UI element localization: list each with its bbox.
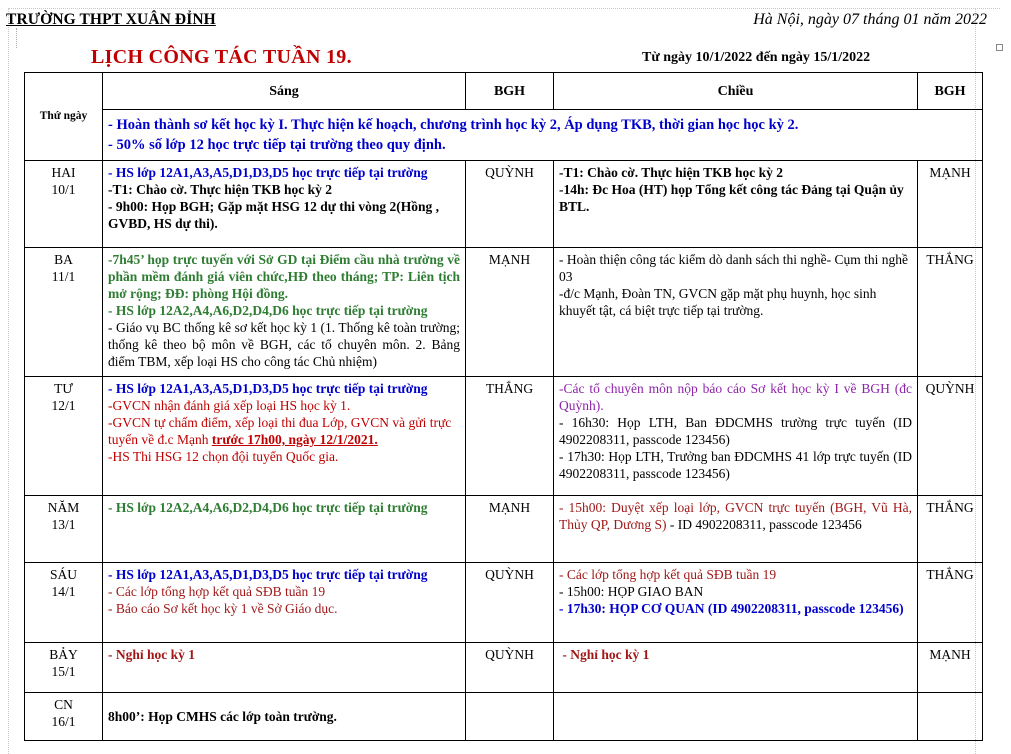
date-range: Từ ngày 10/1/2022 đến ngày 15/1/2022 [642, 50, 871, 65]
day-name: NĂM [47, 500, 80, 515]
afternoon-item: - Hoàn thiện công tác kiểm dò danh sách thi nghề- Cụm thi nghề 03 [559, 252, 909, 284]
deadline-highlight: trước 17h00, ngày 12/1/2021. [211, 432, 378, 447]
bgh-morning: QUỲNH [466, 643, 554, 693]
page-guide-left [8, 8, 9, 754]
afternoon-item: - 15h00: HỌP GIAO BAN [559, 584, 704, 599]
general-row [25, 110, 983, 161]
day-date: 14/1 [51, 584, 76, 599]
morning-cell [103, 248, 466, 377]
day-name: HAI [51, 165, 76, 180]
bgh-morning: MẠNH [466, 496, 554, 563]
afternoon-item-text: - 15h00: Duyệt xếp loại lớp, GVCN trực tuyến (BGH, Vũ Hà, Thủy QP, Dương S) [559, 500, 912, 532]
day-name: BẢY [49, 647, 78, 662]
day-row-friday [25, 563, 983, 643]
afternoon-item: -đ/c Mạnh, Đoàn TN, GVCN gặp mặt phụ huynh, học sinh khuyết tật, cá biệt trực tiếp tại trường. [559, 286, 877, 318]
day-date: 10/1 [51, 182, 76, 197]
general-notes [103, 110, 983, 161]
morning-cell [103, 377, 466, 496]
bgh-afternoon: MẠNH [918, 161, 983, 248]
bgh-afternoon: MẠNH [918, 643, 983, 693]
morning-item: - HS lớp 12A1,A3,A5,D1,D3,D5 học trực tiếp tại trường [108, 567, 428, 582]
morning-item: - HS lớp 12A1,A3,A5,D1,D3,D5 học trực tiếp tại trường [108, 381, 428, 396]
afternoon-column-header: Chiều [554, 73, 918, 110]
header-row [25, 73, 983, 110]
morning-item: - 9h00: Họp BGH; Gặp mặt HSG 12 dự thi vòng 2(Hồng , GVBD, HS dự thi). [108, 199, 440, 231]
schedule-title: LỊCH CÔNG TÁC TUẦN 19. [91, 46, 352, 68]
bgh-afternoon [918, 693, 983, 741]
morning-item: - HS lớp 12A1,A3,A5,D1,D3,D5 học trực tiếp tại trường [108, 165, 428, 180]
afternoon-cell [554, 248, 918, 377]
bgh-column-header-2: BGH [918, 73, 983, 110]
afternoon-item: - 17h30: Họp LTH, Trưởng ban ĐDCMHS 41 lớp trực tuyến (ID 4902208311, passcode 123456) [559, 449, 912, 481]
day-row-monday [25, 161, 983, 248]
day-date: 16/1 [51, 714, 76, 729]
morning-item: -7h45’ họp trực tuyến với Sở GD tại Điểm cầu nhà trường về phần mềm đánh giá viên chức,HĐ theo tháng; TP: Liên tịch mở rộng; ĐĐ: phòng Hội đồng. [108, 252, 460, 301]
date-line: Hà Nội, ngày 07 tháng 01 năm 2022 [753, 11, 987, 28]
afternoon-cell [554, 563, 918, 643]
morning-item: -GVCN nhận đánh giá xếp loại HS học kỳ 1. [108, 398, 351, 413]
afternoon-cell [554, 161, 918, 248]
schedule-table [24, 72, 983, 741]
afternoon-cell [554, 377, 918, 496]
day-cell [25, 643, 103, 693]
school-name: TRƯỜNG THPT XUÂN ĐỈNH [6, 11, 216, 28]
day-cell [25, 248, 103, 377]
afternoon-item: -T1: Chào cờ. Thực hiện TKB học kỳ 2 [559, 165, 783, 180]
afternoon-item: - 16h30: Họp LTH, Ban ĐDCMHS trường trực tuyến (ID 4902208311, passcode 123456) [559, 415, 912, 447]
day-row-sunday [25, 693, 983, 741]
afternoon-cell [554, 496, 918, 563]
bgh-morning: THẮNG [466, 377, 554, 496]
general-note-1: - Hoàn thành sơ kết học kỳ I. Thực hiện kế hoạch, chương trình học kỳ 2, Áp dụng TKB, thời gian học học kỳ 2. [108, 117, 799, 133]
morning-item: -T1: Chào cờ. Thực hiện TKB học kỳ 2 [108, 182, 332, 197]
day-name: CN [54, 697, 73, 712]
day-row-thursday [25, 496, 983, 563]
afternoon-item: - Nghỉ học kỳ 1 [559, 647, 650, 662]
margin-marker [16, 28, 17, 48]
day-name: BA [54, 252, 73, 267]
general-note-2: - 50% số lớp 12 học trực tiếp tại trường theo quy định. [108, 137, 446, 153]
bgh-morning [466, 693, 554, 741]
day-row-wednesday [25, 377, 983, 496]
day-date: 13/1 [51, 517, 76, 532]
day-cell [25, 693, 103, 741]
day-cell [25, 377, 103, 496]
morning-item: - Các lớp tổng hợp kết quả SĐB tuần 19 [108, 584, 326, 599]
morning-cell [103, 563, 466, 643]
morning-cell [103, 643, 466, 693]
meeting-id-text: - ID 4902208311, passcode 123456 [666, 517, 862, 532]
day-cell [25, 161, 103, 248]
morning-cell [103, 693, 466, 741]
bgh-afternoon: THẮNG [918, 496, 983, 563]
day-name: SÁU [49, 567, 77, 582]
day-date: 15/1 [51, 664, 76, 679]
bgh-afternoon: QUỲNH [918, 377, 983, 496]
bgh-morning: QUỲNH [466, 161, 554, 248]
afternoon-item: - Các lớp tổng hợp kết quả SĐB tuần 19 [559, 567, 777, 582]
day-name: TƯ [54, 381, 73, 396]
morning-item-deadline [108, 414, 460, 448]
afternoon-item: - 17h30: HỌP CƠ QUAN (ID 4902208311, passcode 123456) [559, 601, 904, 616]
afternoon-cell [554, 643, 918, 693]
resize-handle[interactable] [996, 44, 1003, 51]
day-column-header: Thứ ngày [25, 73, 103, 161]
morning-cell [103, 161, 466, 248]
day-row-saturday [25, 643, 983, 693]
bgh-column-header: BGH [466, 73, 554, 110]
morning-item: - Giáo vụ BC thống kê sơ kết học kỳ 1 (1. Thống kê toàn trường; thống kê theo bộ môn về BGH, các tổ chuyên môn. 2. Bảng điểm TBM, xếp loại HS cho công tác Chủ nhiệm) [108, 320, 460, 369]
day-row-tuesday [25, 248, 983, 377]
morning-item: - Báo cáo Sơ kết học kỳ 1 về Sở Giáo dục. [108, 601, 338, 616]
morning-column-header: Sáng [103, 73, 466, 110]
morning-item: - HS lớp 12A2,A4,A6,D2,D4,D6 học trực tiếp tại trường [108, 500, 428, 515]
bgh-morning: MẠNH [466, 248, 554, 377]
bgh-morning: QUỲNH [466, 563, 554, 643]
day-date: 11/1 [51, 269, 76, 284]
day-cell [25, 496, 103, 563]
day-date: 12/1 [51, 398, 76, 413]
afternoon-item [559, 499, 912, 533]
bgh-afternoon: THẮNG [918, 248, 983, 377]
morning-cell [103, 496, 466, 563]
bgh-afternoon: THẮNG [918, 563, 983, 643]
morning-item: - Nghỉ học kỳ 1 [108, 647, 196, 662]
afternoon-item: -14h: Đc Hoa (HT) họp Tổng kết công tác Đảng tại Quận ủy BTL. [559, 182, 904, 214]
afternoon-cell [554, 693, 918, 741]
morning-item: -HS Thi HSG 12 chọn đội tuyển Quốc gia. [108, 449, 339, 464]
day-cell [25, 563, 103, 643]
deadline-text: -GVCN tự chấm điểm, xếp loại thi đua Lớp, GVCN và gửi trực tuyến về đ.c Mạnh [108, 415, 452, 447]
page-guide-top [8, 8, 1000, 9]
morning-item: 8h00’: Họp CMHS các lớp toàn trường. [108, 709, 337, 724]
afternoon-item: -Các tổ chuyên môn nộp báo cáo Sơ kết học kỳ I về BGH (đc Quỳnh). [559, 381, 912, 413]
morning-item: - HS lớp 12A2,A4,A6,D2,D4,D6 học trực tiếp tại trường [108, 303, 428, 318]
